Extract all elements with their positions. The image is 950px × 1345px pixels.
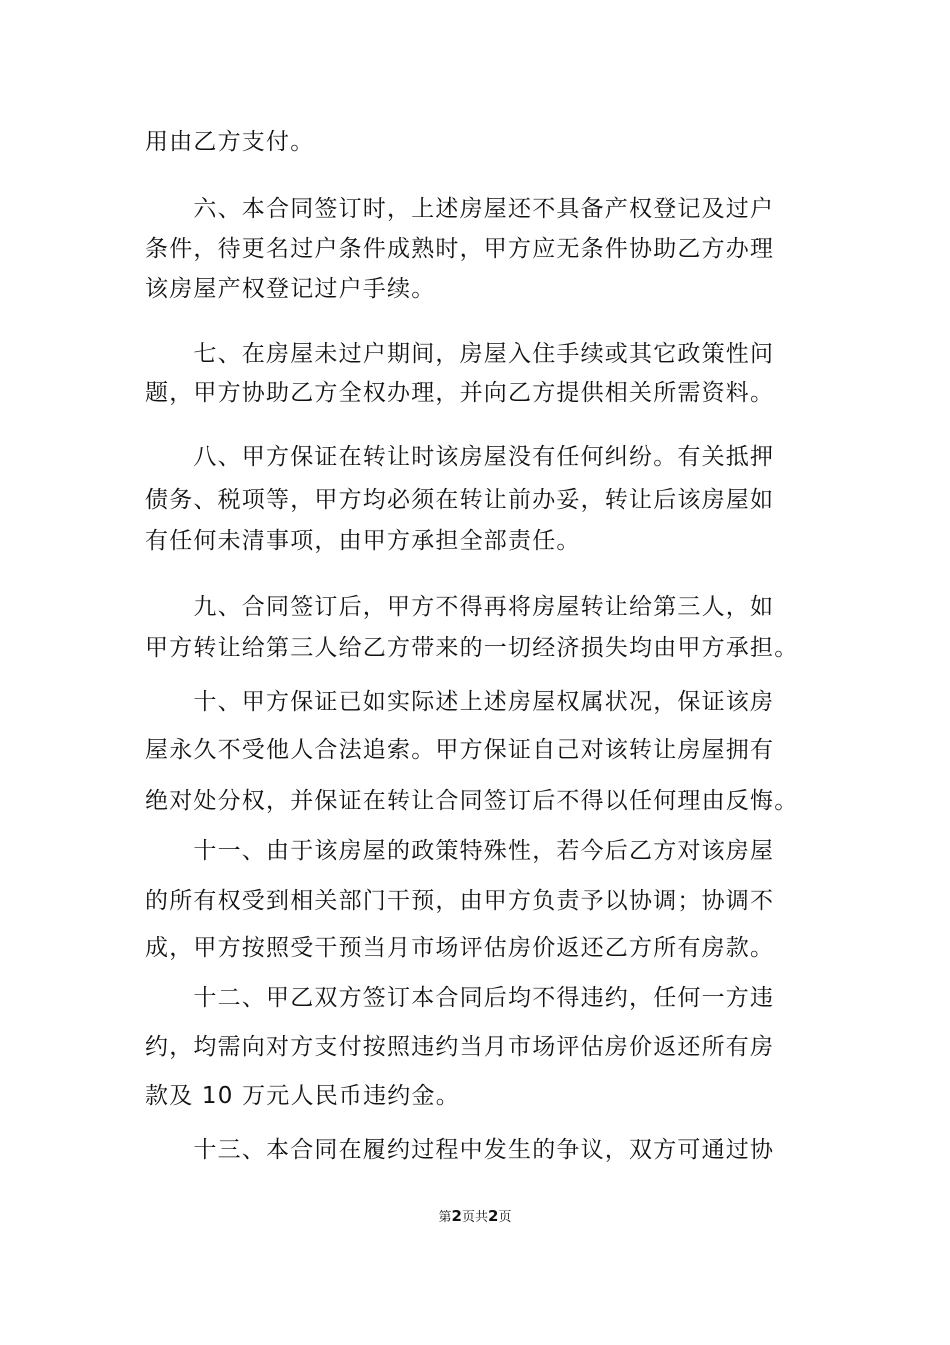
body-line: 约，均需向对方支付按照违约当月市场评估房价返还所有房 bbox=[145, 1034, 775, 1060]
footer-middle: 页共 bbox=[461, 1210, 488, 1225]
footer-suffix: 页 bbox=[498, 1210, 512, 1225]
page-footer bbox=[0, 1207, 950, 1227]
body-line: 屋永久不受他人合法追索。甲方保证自己对该转让房屋拥有 bbox=[145, 737, 775, 763]
current-page-number: 2 bbox=[451, 1207, 462, 1225]
body-line: 条件，待更名过户条件成熟时，甲方应无条件协助乙方办理 bbox=[145, 236, 775, 262]
body-line: 十一、由于该房屋的政策特殊性，若今后乙方对该房屋 bbox=[145, 838, 775, 864]
body-line: 十、甲方保证已如实际述上述房屋权属状况，保证该房 bbox=[145, 689, 775, 715]
body-line: 九、合同签订后，甲方不得再将房屋转让给第三人，如 bbox=[145, 594, 775, 620]
body-line: 七、在房屋未过户期间，房屋入住手续或其它政策性问 bbox=[145, 341, 775, 367]
body-line: 款及 10 万元人民币违约金。 bbox=[145, 1083, 460, 1109]
body-line: 成，甲方按照受干预当月市场评估房价返还乙方所有房款。 bbox=[145, 935, 775, 961]
body-line: 的所有权受到相关部门干预，由甲方负责予以协调；协调不 bbox=[145, 888, 775, 914]
body-line: 绝对处分权，并保证在转让合同签订后不得以任何理由反悔。 bbox=[145, 788, 799, 814]
body-line: 该房屋产权登记过户手续。 bbox=[145, 276, 436, 302]
body-line: 有任何未清事项，由甲方承担全部责任。 bbox=[145, 528, 581, 554]
body-line: 六、本合同签订时，上述房屋还不具备产权登记及过户 bbox=[145, 196, 775, 222]
body-line: 八、甲方保证在转让时该房屋没有任何纠纷。有关抵押 bbox=[145, 444, 775, 470]
body-line: 题，甲方协助乙方全权办理，并向乙方提供相关所需资料。 bbox=[145, 380, 775, 406]
body-line: 债务、税项等，甲方均必须在转让前办妥，转让后该房屋如 bbox=[145, 487, 775, 513]
total-pages-number: 2 bbox=[488, 1207, 499, 1225]
body-line: 甲方转让给第三人给乙方带来的一切经济损失均由甲方承担。 bbox=[145, 635, 799, 661]
footer-prefix: 第 bbox=[438, 1210, 452, 1225]
body-line: 用由乙方支付。 bbox=[145, 129, 315, 155]
body-line: 十三、本合同在履约过程中发生的争议，双方可通过协 bbox=[145, 1137, 775, 1163]
body-line: 十二、甲乙双方签订本合同后均不得违约，任何一方违 bbox=[145, 985, 775, 1011]
